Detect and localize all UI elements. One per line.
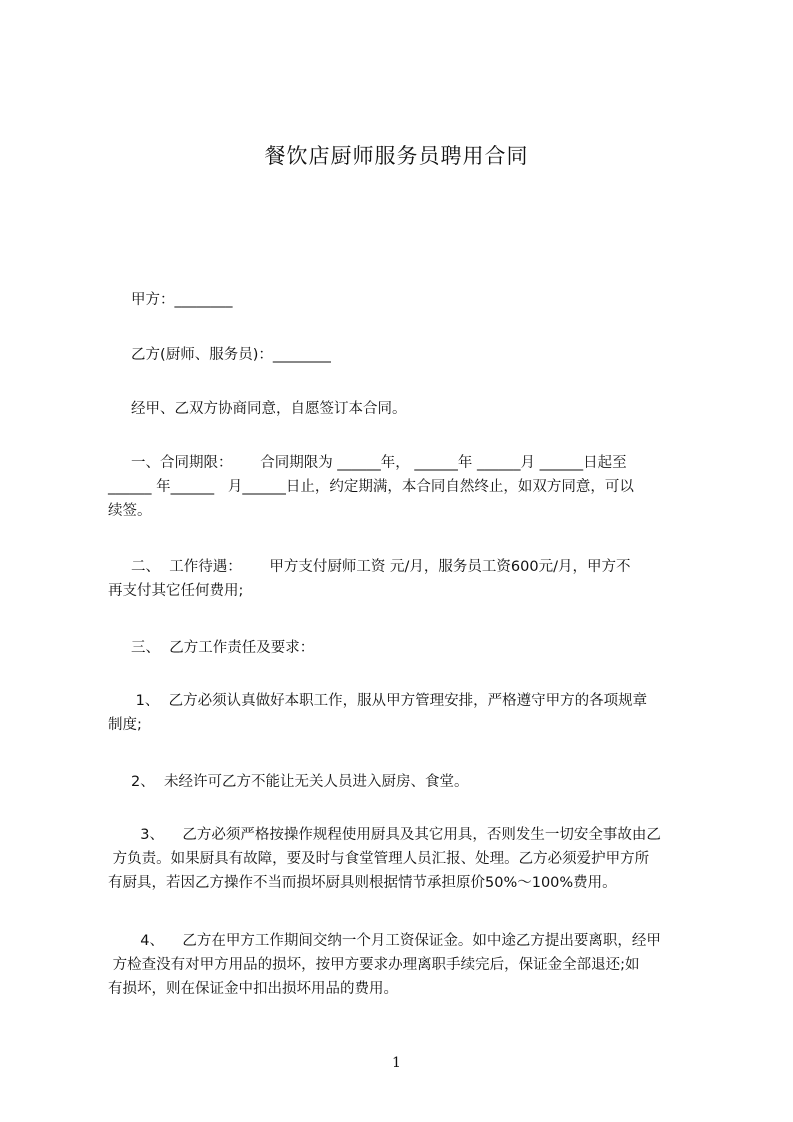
- party-a-line: 甲方：________: [108, 292, 233, 308]
- item-4: [108, 929, 708, 1001]
- item-1: [108, 689, 708, 737]
- section-contract-term: [108, 451, 708, 523]
- section-work-pay: [108, 555, 708, 603]
- item-3-line-2: 方负责。如果厨具有故障，要及时与食堂管理人员汇报、处理。乙方必须爱护甲方所: [108, 851, 650, 867]
- section-contract-term-line-2: ______ 年______ 月______日止，约定期满，本合同自然终止，如双方同意，可以: [108, 479, 634, 495]
- item-3-line-3: 有厨具，若因乙方操作不当而损坏厨具则根据情节承担原价50%～100%费用。: [108, 875, 617, 891]
- page-number: 1: [392, 1055, 401, 1071]
- section-contract-term-line-3: 续签。: [108, 503, 152, 519]
- item-4-line-1: 4、 乙方在甲方工作期间交纳一个月工资保证金。如中途乙方提出要离职，经甲: [108, 933, 661, 949]
- section-work-pay-line-2: 再支付其它任何费用;: [108, 583, 244, 599]
- item-2: 2、 未经许可乙方不能让无关人员进入厨房、食堂。: [108, 774, 469, 790]
- page-title: 餐饮店厨师服务员聘用合同: [264, 144, 529, 168]
- item-4-line-2: 方检查没有对甲方用品的损坏，按甲方要求办理离职手续完后，保证金全部退还;如: [108, 957, 640, 973]
- party-b-line: 乙方(厨师、服务员)：________: [108, 347, 331, 363]
- agreement-line: 经甲、乙双方协商同意，自愿签订本合同。: [108, 401, 407, 417]
- item-3-line-1: 3、 乙方必须严格按操作规程使用厨具及其它用具，否则发生一切安全事故由乙: [108, 827, 661, 843]
- item-4-line-3: 有损坏，则在保证金中扣出损坏用品的费用。: [108, 981, 398, 997]
- section-responsibilities-heading: 三、 乙方工作责任及要求：: [108, 640, 315, 656]
- item-1-line-2: 制度;: [108, 717, 142, 733]
- section-contract-term-line-1: 一、合同期限： 合同期限为 ______年， ______年 ______月 ______日起至: [108, 455, 627, 471]
- item-3: [108, 823, 708, 895]
- section-work-pay-line-1: 二、 工作待遇： 甲方支付厨师工资 元/月，服务员工资600元/月，甲方不: [108, 559, 631, 575]
- item-1-line-1: 1、 乙方必须认真做好本职工作，服从甲方管理安排，严格遵守甲方的各项规章: [108, 693, 648, 709]
